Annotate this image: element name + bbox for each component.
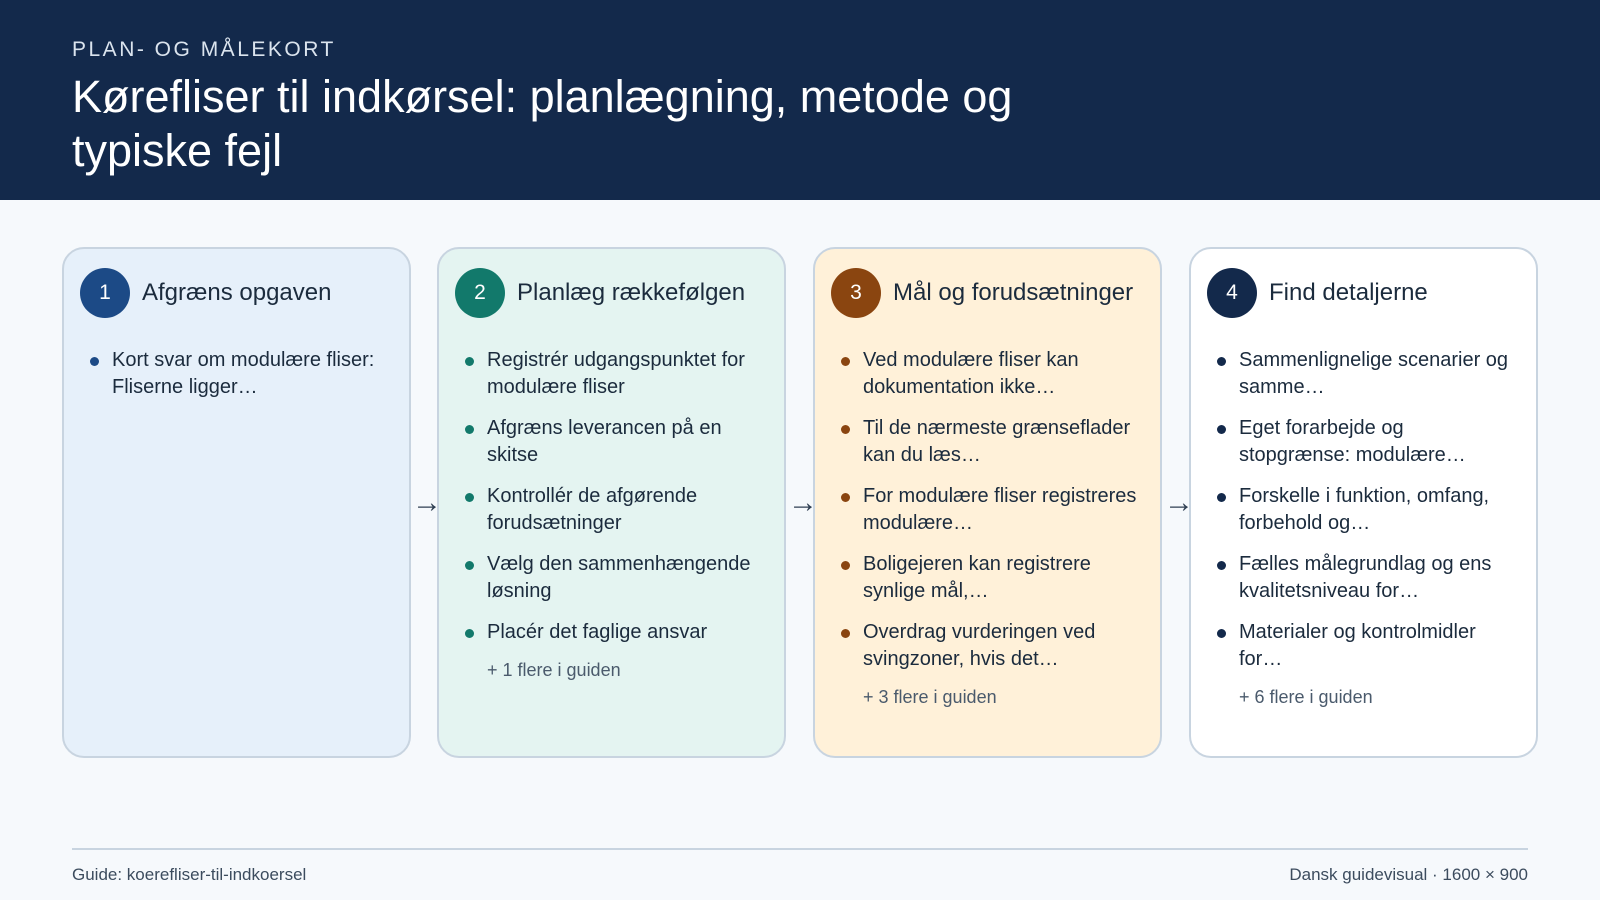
bullet-item [839,415,1144,469]
bullet-dot-icon [465,629,474,638]
bullet-text: Ved modulære fliser kan dokumentation ikke… [863,349,1079,398]
card-title: Find detaljerne [1269,279,1428,306]
card-bullet-list [455,347,768,646]
bullet-item [463,347,768,401]
flow-arrow-icon: → [412,486,442,519]
bullet-dot-icon [1217,493,1226,502]
bullet-dot-icon [841,493,850,502]
bullet-text: Materialer og kontrolmidler for… [1239,621,1476,670]
more-in-guide-note: + 1 flere i guiden [487,660,621,680]
bullet-text: Afgræns leverancen på en skitse [487,417,722,466]
bullet-item [463,483,768,537]
bullet-item [839,619,1144,673]
card-header [1207,267,1520,319]
bullet-item [88,347,393,401]
bullet-item [463,619,768,646]
card-bullet-list [80,347,393,401]
bullet-dot-icon [465,561,474,570]
bullet-item [1215,483,1520,537]
bullet-dot-icon [841,357,850,366]
bullet-dot-icon [1217,425,1226,434]
bullet-dot-icon [465,357,474,366]
card-title: Planlæg rækkefølgen [517,279,746,306]
step-card-3 [813,247,1162,758]
bullet-text: Fælles målegrundlag og ens kvalitetsniveau for… [1239,553,1492,602]
card-bullet-list [1207,347,1520,673]
bullet-item [463,415,768,469]
step-number-badge: 4 [1207,268,1257,318]
card-header [455,267,768,319]
bullet-text: Boligejeren kan registrere synlige mål,… [863,553,1091,602]
bullet-text: Forskelle i funktion, omfang, forbehold og… [1239,485,1490,534]
bullet-dot-icon [90,357,99,366]
card-bullet-list [831,347,1144,673]
card-title: Mål og forudsætninger [893,279,1134,306]
bullet-dot-icon [1217,629,1226,638]
bullet-item [463,551,768,605]
bullet-item [1215,415,1520,469]
step-card-2 [437,247,786,758]
bullet-text: Placér det faglige ansvar [487,621,708,643]
bullet-text: Registrér udgangspunktet for modulære fliser [487,349,745,398]
bullet-item [839,347,1144,401]
bullet-item [1215,619,1520,673]
card-title: Afgræns opgaven [142,279,332,306]
footer-format-label: Dansk guidevisual · 1600 × 900 [1289,865,1528,884]
bullet-dot-icon [465,425,474,434]
step-card-4 [1189,247,1538,758]
step-number-badge: 3 [831,268,881,318]
eyebrow-label: PLAN- OG MÅLEKORT [72,38,336,61]
bullet-dot-icon [1217,561,1226,570]
more-in-guide-note: + 3 flere i guiden [863,687,997,707]
bullet-text: For modulære fliser registreres modulære… [863,485,1137,534]
bullet-item [839,551,1144,605]
bullet-text: Kontrollér de afgørende forudsætninger [487,485,698,534]
bullet-dot-icon [841,561,850,570]
step-number-badge: 2 [455,268,505,318]
card-header [831,267,1144,319]
footer-guide-label: Guide: koerefliser-til-indkoersel [72,865,307,884]
bullet-dot-icon [841,425,850,434]
bullet-item [1215,347,1520,401]
page-title: Kørefliser til indkørsel: planlægning, metode og typiske fejl [72,71,1013,176]
card-header [80,267,393,319]
bullet-dot-icon [1217,357,1226,366]
flow-arrow-icon: → [1164,486,1194,519]
bullet-dot-icon [841,629,850,638]
bullet-text: Eget forarbejde og stopgrænse: modulære… [1239,417,1466,466]
bullet-item [839,483,1144,537]
step-number-badge: 1 [80,268,130,318]
flow-arrow-icon: → [788,486,818,519]
step-card-1 [62,247,411,758]
bullet-text: Overdrag vurderingen ved svingzoner, hvis det… [863,621,1096,670]
more-in-guide-note: + 6 flere i guiden [1239,687,1373,707]
footer-divider [72,848,1528,850]
bullet-text: Kort svar om modulære fliser: Fliserne ligger… [112,349,375,398]
bullet-text: Til de nærmeste grænseflader kan du læs… [863,417,1131,466]
bullet-item [1215,551,1520,605]
bullet-text: Sammenlignelige scenarier og samme… [1239,349,1509,398]
bullet-dot-icon [465,493,474,502]
bullet-text: Vælg den sammenhængende løsning [487,553,751,602]
